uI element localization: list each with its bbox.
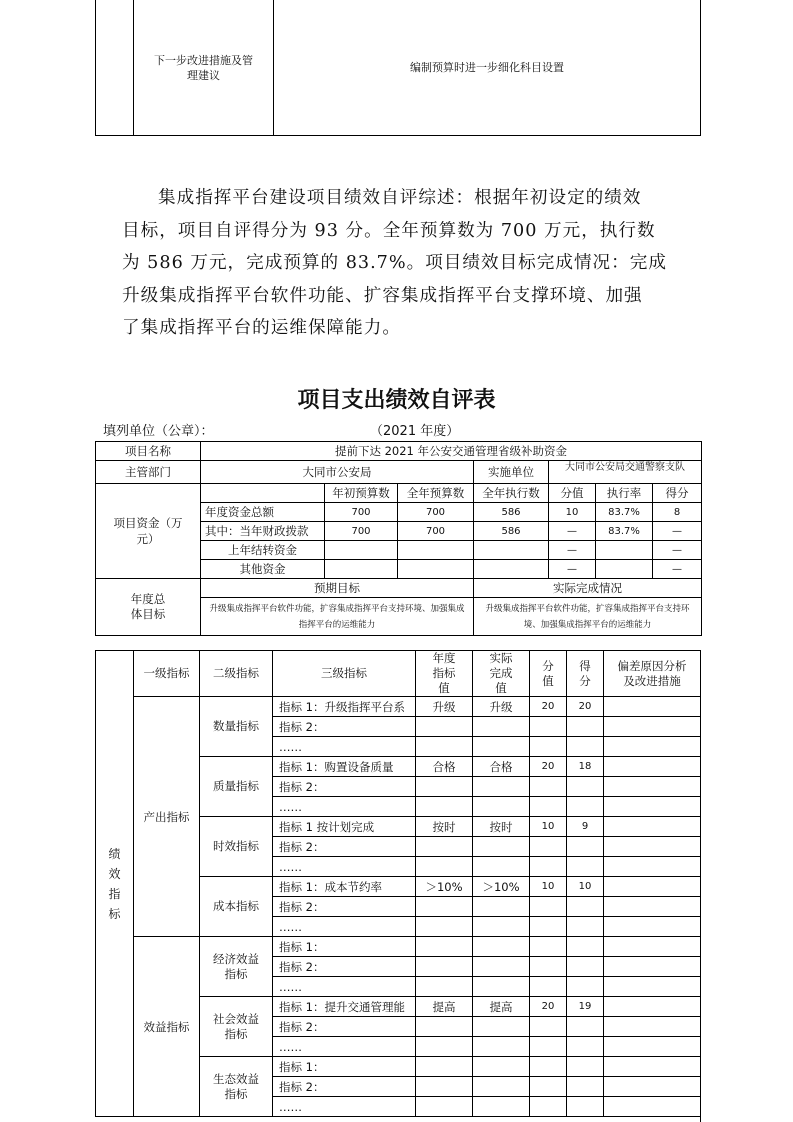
deviation-cell bbox=[604, 897, 701, 917]
level3-indicator: 指标 2： bbox=[273, 837, 416, 857]
perf-cell bbox=[416, 737, 473, 757]
perf-cell bbox=[416, 897, 473, 917]
funds-header: 全年执行数 bbox=[474, 484, 549, 503]
summary-line: 为 586 万元，完成预算的 83.7%。项目绩效目标完成情况：完成 bbox=[122, 253, 667, 274]
funds-cell: 8 bbox=[653, 503, 702, 522]
deviation-cell bbox=[604, 697, 701, 717]
level3-indicator: 指标 2： bbox=[273, 777, 416, 797]
top-table-content: 编制预算时进一步细化科目设置 bbox=[274, 0, 701, 136]
deviation-cell bbox=[604, 877, 701, 897]
perf-cell bbox=[416, 1037, 473, 1057]
actual-label: 实际完成情况 bbox=[474, 579, 702, 598]
perf-cell: 升级 bbox=[416, 697, 473, 717]
top-table-blank bbox=[96, 0, 134, 136]
perf-cell: 合格 bbox=[473, 757, 530, 777]
perf-cell bbox=[567, 717, 604, 737]
level1-indicator: 效益指标 bbox=[134, 937, 200, 1117]
funds-cell: — bbox=[549, 560, 596, 579]
funds-cell bbox=[325, 541, 398, 560]
perf-cell bbox=[567, 937, 604, 957]
perf-cell bbox=[530, 1057, 567, 1077]
perf-header: 偏差原因分析及改进措施 bbox=[604, 651, 701, 697]
deviation-cell bbox=[604, 777, 701, 797]
perf-cell: 提高 bbox=[416, 997, 473, 1017]
level3-indicator: …… bbox=[273, 857, 416, 877]
perf-cell: 20 bbox=[567, 697, 604, 717]
funds-cell bbox=[398, 541, 474, 560]
perf-cell bbox=[567, 1097, 604, 1117]
perf-cell bbox=[567, 1057, 604, 1077]
project-name: 提前下达 2021 年公安交通管理省级补助资金 bbox=[201, 442, 702, 461]
perf-cell bbox=[416, 797, 473, 817]
goals-label bbox=[96, 579, 201, 636]
funds-cell: 586 bbox=[474, 522, 549, 541]
funds-cell: 586 bbox=[474, 503, 549, 522]
actual-goal: 升级集成指挥平台软件功能，扩容集成指挥平台支持环境、加强集成指挥平台的运维能力 bbox=[474, 598, 702, 636]
expected-goal: 升级集成指挥平台软件功能，扩容集成指挥平台支持环境、加强集成指挥平台的运维能力 bbox=[201, 598, 474, 636]
perf-cell bbox=[473, 897, 530, 917]
perf-cell: ＞10% bbox=[473, 877, 530, 897]
deviation-cell bbox=[604, 937, 701, 957]
perf-cell bbox=[473, 917, 530, 937]
perf-cell bbox=[567, 977, 604, 997]
page-title: 项目支出绩效自评表 bbox=[297, 387, 496, 413]
perf-cell: 合格 bbox=[416, 757, 473, 777]
funds-cell: — bbox=[653, 560, 702, 579]
top-table-label: 下一步改进措施及管理建议 bbox=[134, 0, 274, 136]
perf-cell: 按时 bbox=[473, 817, 530, 837]
summary-line: 集成指挥平台建设项目绩效自评综述：根据年初设定的绩效 bbox=[158, 188, 642, 208]
perf-cell bbox=[416, 837, 473, 857]
perf-cell bbox=[473, 937, 530, 957]
perf-cell bbox=[530, 737, 567, 757]
level3-indicator: 指标 1： bbox=[273, 937, 416, 957]
funds-row-name: 其中：当年财政拨款 bbox=[201, 522, 325, 541]
year-label: （2021 年度） bbox=[370, 424, 460, 439]
perf-cell bbox=[416, 937, 473, 957]
top-table bbox=[95, 0, 701, 136]
funds-row-name: 上年结转资金 bbox=[201, 541, 325, 560]
funds-row-name: 其他资金 bbox=[201, 560, 325, 579]
level3-indicator: 指标 1：升级指挥平台系 bbox=[273, 697, 416, 717]
level2-indicator: 成本指标 bbox=[200, 877, 273, 937]
deviation-cell bbox=[604, 717, 701, 737]
funds-cell bbox=[596, 560, 653, 579]
perf-cell bbox=[530, 977, 567, 997]
summary-line: 目标，项目自评得分为 93 分。全年预算数为 700 万元，执行数 bbox=[122, 220, 656, 241]
level3-indicator: 指标 2： bbox=[273, 1077, 416, 1097]
perf-cell bbox=[567, 1037, 604, 1057]
level1-indicator: 产出指标 bbox=[134, 697, 200, 937]
funds-label: 项目资金（万元） bbox=[96, 484, 201, 579]
perf-cell bbox=[530, 897, 567, 917]
funds-cell: 700 bbox=[325, 522, 398, 541]
dept-value: 大同市公安局 bbox=[201, 461, 474, 484]
perf-cell bbox=[567, 737, 604, 757]
perf-cell bbox=[473, 957, 530, 977]
perf-header: 二级指标 bbox=[200, 651, 273, 697]
deviation-cell bbox=[604, 957, 701, 977]
perf-cell bbox=[530, 1017, 567, 1037]
goals-label-text: 年度总体目标 bbox=[130, 592, 166, 621]
level3-indicator: …… bbox=[273, 797, 416, 817]
perf-cell bbox=[567, 1017, 604, 1037]
perf-cell bbox=[473, 797, 530, 817]
perf-cell: 9 bbox=[567, 817, 604, 837]
perf-cell bbox=[530, 937, 567, 957]
level2-indicator: 生态效益指标 bbox=[200, 1057, 273, 1117]
funds-cell: — bbox=[549, 541, 596, 560]
level2-indicator: 时效指标 bbox=[200, 817, 273, 877]
perf-cell bbox=[473, 1057, 530, 1077]
perf-cell bbox=[530, 917, 567, 937]
perf-cell bbox=[473, 717, 530, 737]
perf-cell bbox=[567, 837, 604, 857]
perf-cell bbox=[416, 977, 473, 997]
perf-cell: 18 bbox=[567, 757, 604, 777]
level3-indicator: 指标 2： bbox=[273, 957, 416, 977]
perf-cell: 20 bbox=[530, 697, 567, 717]
perf-cell bbox=[416, 1097, 473, 1117]
funds-cell bbox=[474, 560, 549, 579]
funds-cell: 83.7% bbox=[596, 522, 653, 541]
deviation-cell bbox=[604, 1037, 701, 1057]
level3-indicator: 指标 1：成本节约率 bbox=[273, 877, 416, 897]
level2-indicator: 经济效益指标 bbox=[200, 937, 273, 997]
fill-unit-label: 填列单位（公章）： bbox=[103, 424, 214, 439]
deviation-cell bbox=[604, 997, 701, 1017]
perf-cell: 按时 bbox=[416, 817, 473, 837]
funds-cell bbox=[325, 560, 398, 579]
level2-indicator: 质量指标 bbox=[200, 757, 273, 817]
level3-indicator: 指标 1：提升交通管理能 bbox=[273, 997, 416, 1017]
perf-cell bbox=[530, 1077, 567, 1097]
funds-cell: 700 bbox=[325, 503, 398, 522]
perf-cell bbox=[416, 1057, 473, 1077]
level3-indicator: …… bbox=[273, 1097, 416, 1117]
level3-indicator: 指标 1：购置设备质量 bbox=[273, 757, 416, 777]
perf-label-text: 绩效指标 bbox=[108, 846, 121, 921]
perf-cell bbox=[530, 1037, 567, 1057]
deviation-cell bbox=[604, 837, 701, 857]
funds-cell: — bbox=[549, 522, 596, 541]
perf-cell bbox=[416, 1017, 473, 1037]
funds-row-name: 年度资金总额 bbox=[201, 503, 325, 522]
perf-header: 一级指标 bbox=[134, 651, 200, 697]
level3-indicator: 指标 1 按计划完成 bbox=[273, 817, 416, 837]
perf-cell bbox=[567, 957, 604, 977]
perf-cell: 10 bbox=[530, 877, 567, 897]
perf-cell: 20 bbox=[530, 997, 567, 1017]
perf-cell: 升级 bbox=[473, 697, 530, 717]
perf-cell bbox=[567, 857, 604, 877]
perf-cell bbox=[473, 1077, 530, 1097]
level2-indicator: 社会效益指标 bbox=[200, 997, 273, 1057]
funds-cell: 700 bbox=[398, 522, 474, 541]
perf-cell: 20 bbox=[530, 757, 567, 777]
funds-cell: — bbox=[653, 522, 702, 541]
funds-header: 执行率 bbox=[596, 484, 653, 503]
perf-cell bbox=[473, 737, 530, 757]
perf-cell: 10 bbox=[530, 817, 567, 837]
funds-cell: 10 bbox=[549, 503, 596, 522]
perf-cell bbox=[530, 837, 567, 857]
perf-cell bbox=[416, 957, 473, 977]
perf-cell bbox=[567, 797, 604, 817]
level3-indicator: 指标 1： bbox=[273, 1057, 416, 1077]
perf-cell bbox=[530, 1097, 567, 1117]
perf-header: 年度指标值 bbox=[416, 651, 473, 697]
perf-header: 实际完成值 bbox=[473, 651, 530, 697]
funds-cell bbox=[398, 560, 474, 579]
deviation-cell bbox=[604, 817, 701, 837]
perf-cell: 10 bbox=[567, 877, 604, 897]
summary-line: 了集成指挥平台的运维保障能力。 bbox=[122, 318, 401, 339]
funds-table bbox=[95, 441, 702, 636]
perf-cell bbox=[567, 897, 604, 917]
funds-cell bbox=[596, 541, 653, 560]
perf-cell bbox=[530, 857, 567, 877]
perf-cell bbox=[416, 717, 473, 737]
perf-label bbox=[96, 651, 134, 1117]
perf-cell bbox=[473, 1017, 530, 1037]
level3-indicator: …… bbox=[273, 917, 416, 937]
summary-line: 升级集成指挥平台软件功能、扩容集成指挥平台支撑环境、加强 bbox=[122, 285, 643, 306]
deviation-cell bbox=[604, 1077, 701, 1097]
perf-table bbox=[95, 650, 701, 1117]
perf-cell bbox=[567, 1077, 604, 1097]
funds-header: 全年预算数 bbox=[398, 484, 474, 503]
level2-indicator: 数量指标 bbox=[200, 697, 273, 757]
funds-header: 年初预算数 bbox=[325, 484, 398, 503]
perf-cell bbox=[416, 857, 473, 877]
perf-cell bbox=[530, 777, 567, 797]
perf-cell bbox=[473, 1097, 530, 1117]
level3-indicator: 指标 2： bbox=[273, 1017, 416, 1037]
perf-cell bbox=[567, 917, 604, 937]
perf-cell bbox=[530, 717, 567, 737]
perf-cell bbox=[473, 977, 530, 997]
funds-cell bbox=[474, 541, 549, 560]
perf-cell bbox=[473, 857, 530, 877]
perf-cell bbox=[416, 1077, 473, 1097]
perf-cell bbox=[530, 957, 567, 977]
deviation-cell bbox=[604, 1097, 701, 1117]
funds-header: 分值 bbox=[549, 484, 596, 503]
deviation-cell bbox=[604, 1057, 701, 1077]
perf-cell bbox=[473, 837, 530, 857]
funds-cell: — bbox=[653, 541, 702, 560]
deviation-cell bbox=[604, 1017, 701, 1037]
level3-indicator: 指标 2： bbox=[273, 717, 416, 737]
perf-cell bbox=[473, 777, 530, 797]
perf-cell bbox=[473, 1037, 530, 1057]
impl-value: 大同市公安局交通警察支队 bbox=[549, 461, 702, 484]
project-name-label: 项目名称 bbox=[96, 442, 201, 461]
deviation-cell bbox=[604, 857, 701, 877]
perf-header: 得分 bbox=[567, 651, 604, 697]
perf-header: 分值 bbox=[530, 651, 567, 697]
deviation-cell bbox=[604, 757, 701, 777]
perf-cell bbox=[416, 777, 473, 797]
level3-indicator: …… bbox=[273, 737, 416, 757]
perf-cell: 19 bbox=[567, 997, 604, 1017]
deviation-cell bbox=[604, 737, 701, 757]
level3-indicator: …… bbox=[273, 977, 416, 997]
funds-header-blank bbox=[201, 484, 325, 503]
perf-cell bbox=[530, 797, 567, 817]
deviation-cell bbox=[604, 797, 701, 817]
funds-cell: 700 bbox=[398, 503, 474, 522]
impl-label: 实施单位 bbox=[474, 461, 549, 484]
perf-cell bbox=[567, 777, 604, 797]
perf-cell: ＞10% bbox=[416, 877, 473, 897]
dept-label: 主管部门 bbox=[96, 461, 201, 484]
deviation-cell bbox=[604, 917, 701, 937]
summary-paragraph bbox=[122, 182, 674, 345]
expected-label: 预期目标 bbox=[201, 579, 474, 598]
level3-indicator: …… bbox=[273, 1037, 416, 1057]
level3-indicator: 指标 2： bbox=[273, 897, 416, 917]
perf-cell bbox=[416, 917, 473, 937]
table-right-border bbox=[700, 1087, 701, 1122]
perf-cell: 提高 bbox=[473, 997, 530, 1017]
perf-header: 三级指标 bbox=[273, 651, 416, 697]
funds-cell: 83.7% bbox=[596, 503, 653, 522]
funds-header: 得分 bbox=[653, 484, 702, 503]
deviation-cell bbox=[604, 977, 701, 997]
